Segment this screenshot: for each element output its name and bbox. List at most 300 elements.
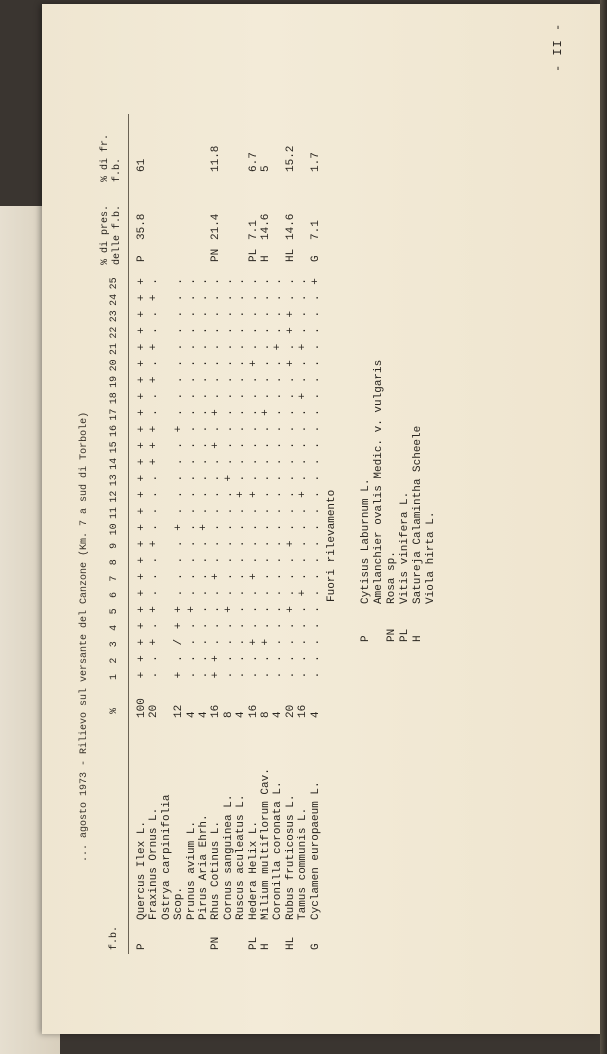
absence-mark: . bbox=[247, 442, 260, 449]
absence-mark: . bbox=[173, 491, 186, 498]
column-number: 14 bbox=[109, 457, 120, 470]
percent-value: 20 bbox=[284, 704, 297, 718]
presence-mark: + bbox=[136, 622, 148, 630]
outside-species: Vitis vinifera L. bbox=[399, 491, 411, 604]
absence-mark: . bbox=[235, 343, 248, 351]
absence-mark: . bbox=[235, 392, 248, 400]
absence-mark: . bbox=[297, 409, 310, 416]
absence-mark: . bbox=[222, 425, 235, 433]
absence-mark: . bbox=[173, 474, 186, 482]
absence-mark: . bbox=[185, 671, 198, 679]
presence-mark: + bbox=[136, 655, 148, 662]
absence-mark: . bbox=[148, 327, 161, 334]
absence-mark: . bbox=[198, 442, 210, 449]
absence-mark: . bbox=[309, 524, 322, 531]
life-form: H bbox=[260, 943, 272, 950]
absence-mark: . bbox=[297, 606, 310, 613]
absence-mark: . bbox=[260, 573, 272, 580]
presence-percent: 7.1 bbox=[309, 220, 322, 240]
absence-mark: . bbox=[272, 409, 285, 416]
group-code: HL bbox=[284, 248, 297, 262]
absence-mark: . bbox=[210, 474, 223, 482]
absence-mark: . bbox=[297, 540, 310, 548]
frequency-percent: 15.2 bbox=[284, 145, 297, 172]
absence-mark: . bbox=[210, 343, 223, 351]
percent-value: 4 bbox=[235, 711, 248, 718]
absence-mark: . bbox=[260, 606, 272, 613]
absence-mark: . bbox=[185, 491, 198, 498]
absence-mark: . bbox=[272, 589, 285, 597]
absence-mark: . bbox=[235, 360, 248, 367]
absence-mark: . bbox=[272, 327, 285, 334]
absence-mark: . bbox=[173, 458, 186, 466]
column-number: 9 bbox=[109, 542, 120, 549]
absence-mark: . bbox=[260, 458, 272, 466]
absence-mark: . bbox=[272, 655, 285, 662]
absence-mark: . bbox=[247, 327, 260, 334]
frequency-percent: 11.8 bbox=[210, 145, 223, 172]
absence-mark: . bbox=[222, 556, 235, 564]
absence-mark: . bbox=[260, 671, 272, 679]
percent-value: 4 bbox=[198, 711, 210, 718]
absence-mark: . bbox=[297, 310, 310, 318]
column-number: 11 bbox=[109, 507, 120, 520]
absence-mark: . bbox=[235, 507, 248, 515]
absence-mark: . bbox=[222, 540, 235, 548]
presence-mark: + bbox=[284, 606, 297, 613]
absence-mark: . bbox=[272, 556, 285, 564]
absence-mark: . bbox=[173, 343, 186, 351]
presence-percent: 14.6 bbox=[284, 213, 297, 240]
presence-mark: + bbox=[136, 638, 148, 646]
presence-mark: + bbox=[247, 573, 260, 580]
absence-mark: . bbox=[284, 491, 297, 498]
absence-mark: . bbox=[309, 589, 322, 597]
presence-mark: + bbox=[297, 589, 310, 597]
absence-mark: . bbox=[260, 442, 272, 449]
absence-mark: . bbox=[272, 278, 285, 285]
column-number: 6 bbox=[109, 592, 120, 599]
life-form: HL bbox=[284, 936, 297, 950]
absence-mark: . bbox=[297, 524, 310, 531]
presence-mark: + bbox=[148, 343, 161, 351]
percent-value: 4 bbox=[309, 711, 322, 718]
presence-mark: + bbox=[148, 425, 161, 433]
species-name: Rhus Cotinus L. bbox=[210, 820, 223, 920]
absence-mark: . bbox=[222, 491, 235, 498]
absence-mark: . bbox=[247, 458, 260, 466]
absence-mark: . bbox=[309, 573, 322, 580]
presence-mark: + bbox=[136, 474, 148, 482]
absence-mark: . bbox=[222, 343, 235, 351]
absence-mark: . bbox=[297, 622, 310, 630]
absence-mark: . bbox=[235, 622, 248, 630]
absence-mark: . bbox=[272, 540, 285, 548]
absence-mark: . bbox=[297, 458, 310, 466]
absence-mark: . bbox=[272, 606, 285, 613]
outside-title: Fuori rilevamento bbox=[326, 489, 338, 602]
presence-mark: + bbox=[210, 442, 223, 449]
absence-mark: . bbox=[309, 409, 322, 416]
absence-mark: . bbox=[173, 556, 186, 564]
absence-mark: . bbox=[148, 278, 161, 285]
absence-mark: . bbox=[235, 458, 248, 466]
absence-mark: . bbox=[284, 655, 297, 662]
presence-mark: + bbox=[210, 671, 223, 679]
absence-mark: . bbox=[247, 310, 260, 318]
presence-mark: + bbox=[260, 409, 272, 416]
absence-mark: . bbox=[235, 524, 248, 531]
absence-mark: . bbox=[222, 573, 235, 580]
presence-mark: + bbox=[136, 360, 148, 367]
species-name: Ruscus aculeatus L. bbox=[235, 794, 248, 920]
absence-mark: . bbox=[260, 343, 272, 351]
absence-mark: . bbox=[148, 409, 161, 416]
column-number: 25 bbox=[109, 277, 120, 290]
percent-value: 16 bbox=[210, 704, 223, 718]
absence-mark: . bbox=[260, 294, 272, 302]
absence-mark: . bbox=[284, 524, 297, 531]
presence-mark: + bbox=[297, 491, 310, 498]
outside-life-form: PN bbox=[386, 628, 398, 642]
absence-mark: . bbox=[235, 606, 248, 613]
absence-mark: . bbox=[210, 524, 223, 531]
frequency-percent: 1.7 bbox=[309, 152, 322, 172]
outside-life-form: P bbox=[360, 635, 372, 642]
presence-mark: + bbox=[198, 524, 210, 531]
absence-mark: . bbox=[210, 310, 223, 318]
absence-mark: . bbox=[260, 622, 272, 630]
absence-mark: . bbox=[210, 392, 223, 400]
presence-mark: + bbox=[210, 573, 223, 580]
absence-mark: . bbox=[309, 392, 322, 400]
presence-mark: + bbox=[148, 540, 161, 548]
species-name: Rubus fruticosus L. bbox=[284, 794, 297, 920]
absence-mark: . bbox=[309, 622, 322, 630]
presence-mark: + bbox=[148, 376, 161, 384]
absence-mark: . bbox=[260, 507, 272, 515]
absence-mark: . bbox=[148, 360, 161, 367]
column-number: 18 bbox=[109, 392, 120, 405]
absence-mark: . bbox=[309, 425, 322, 433]
absence-mark: . bbox=[210, 556, 223, 564]
absence-mark: . bbox=[222, 589, 235, 597]
absence-mark: . bbox=[210, 589, 223, 597]
presence-mark: + bbox=[173, 622, 186, 630]
presence-mark: + bbox=[136, 589, 148, 597]
absence-mark: . bbox=[297, 507, 310, 515]
presence-mark: + bbox=[148, 294, 161, 302]
absence-mark: . bbox=[284, 425, 297, 433]
presence-mark: + bbox=[136, 376, 148, 384]
table-title: ... agosto 1973 - Rilievo sul versante del Canzone (Km. 7 a sud di Torbole) bbox=[79, 411, 90, 862]
group-code: G bbox=[309, 255, 322, 262]
absence-mark: . bbox=[247, 524, 260, 531]
absence-mark: . bbox=[198, 638, 210, 646]
column-number: 24 bbox=[109, 293, 120, 306]
absence-mark: . bbox=[173, 376, 186, 384]
absence-mark: . bbox=[284, 343, 297, 351]
column-number: 8 bbox=[109, 559, 120, 566]
absence-mark: . bbox=[185, 278, 198, 285]
header-pct: % bbox=[109, 707, 120, 714]
presence-mark: + bbox=[148, 458, 161, 466]
absence-mark: . bbox=[297, 671, 310, 679]
presence-mark: + bbox=[148, 606, 161, 613]
outside-species: Rosa sp. bbox=[386, 551, 398, 604]
absence-mark: . bbox=[284, 573, 297, 580]
header-rule bbox=[128, 114, 129, 954]
absence-mark: . bbox=[235, 425, 248, 433]
group-code: H bbox=[260, 255, 272, 262]
absence-mark: . bbox=[284, 458, 297, 466]
absence-mark: . bbox=[210, 278, 223, 285]
absence-mark: . bbox=[272, 573, 285, 580]
absence-mark: . bbox=[173, 278, 186, 285]
life-form: PN bbox=[210, 936, 223, 950]
absence-mark: . bbox=[222, 392, 235, 400]
absence-mark: . bbox=[235, 573, 248, 580]
absence-mark: . bbox=[185, 655, 198, 662]
absence-mark: . bbox=[284, 376, 297, 384]
presence-percent: 21.4 bbox=[210, 213, 223, 240]
absence-mark: . bbox=[173, 442, 186, 449]
presence-mark: + bbox=[136, 606, 148, 613]
presence-mark: + bbox=[136, 671, 148, 679]
absence-mark: . bbox=[210, 606, 223, 613]
absence-mark: . bbox=[210, 376, 223, 384]
presence-mark: + bbox=[284, 327, 297, 334]
percent-value: 8 bbox=[222, 711, 235, 718]
absence-mark: . bbox=[198, 671, 210, 679]
absence-mark: . bbox=[284, 556, 297, 564]
column-number: 23 bbox=[109, 310, 120, 323]
absence-mark: . bbox=[173, 409, 186, 416]
absence-mark: . bbox=[185, 573, 198, 580]
life-form: G bbox=[309, 943, 322, 950]
absence-mark: . bbox=[260, 392, 272, 400]
absence-mark: . bbox=[222, 638, 235, 646]
absence-mark: . bbox=[210, 458, 223, 466]
presence-mark: + bbox=[148, 442, 161, 449]
column-number: 17 bbox=[109, 408, 120, 421]
absence-mark: . bbox=[247, 655, 260, 662]
absence-mark: . bbox=[247, 376, 260, 384]
species-name: Prunus avium L. bbox=[185, 820, 198, 920]
absence-mark: . bbox=[185, 442, 198, 449]
column-number: 15 bbox=[109, 441, 120, 454]
absence-mark: . bbox=[222, 442, 235, 449]
absence-mark: . bbox=[185, 376, 198, 384]
presence-mark: + bbox=[222, 606, 235, 613]
absence-mark: . bbox=[247, 556, 260, 564]
absence-mark: . bbox=[272, 671, 285, 679]
presence-percent: 7.1 bbox=[247, 220, 260, 240]
absence-mark: . bbox=[284, 442, 297, 449]
presence-mark: + bbox=[136, 294, 148, 302]
percent-value: 100 bbox=[136, 698, 148, 718]
group-code: PN bbox=[210, 248, 223, 262]
absence-mark: . bbox=[235, 655, 248, 662]
absence-mark: . bbox=[198, 376, 210, 384]
presence-mark: + bbox=[272, 343, 285, 351]
absence-mark: . bbox=[272, 622, 285, 630]
absence-mark: . bbox=[247, 540, 260, 548]
life-form: PL bbox=[247, 936, 260, 950]
presence-percent: 35.8 bbox=[136, 213, 148, 240]
absence-mark: . bbox=[185, 409, 198, 416]
frequency-percent: 61 bbox=[136, 158, 148, 172]
absence-mark: . bbox=[272, 376, 285, 384]
percent-value: 4 bbox=[272, 711, 285, 718]
absence-mark: . bbox=[185, 507, 198, 515]
absence-mark: . bbox=[272, 524, 285, 531]
absence-mark: . bbox=[260, 474, 272, 482]
absence-mark: . bbox=[235, 310, 248, 318]
absence-mark: . bbox=[185, 622, 198, 630]
species-name: Coronilla coronata L. bbox=[272, 781, 285, 920]
absence-mark: . bbox=[309, 327, 322, 334]
species-name: Milium multiflorum Cav. bbox=[260, 768, 272, 920]
presence-mark: + bbox=[247, 360, 260, 367]
absence-mark: . bbox=[260, 327, 272, 334]
presence-mark: + bbox=[284, 360, 297, 367]
absence-mark: . bbox=[198, 425, 210, 433]
absence-mark: . bbox=[235, 540, 248, 548]
presence-mark: + bbox=[136, 491, 148, 498]
absence-mark: . bbox=[173, 540, 186, 548]
absence-mark: . bbox=[222, 278, 235, 285]
absence-mark: . bbox=[222, 310, 235, 318]
absence-mark: . bbox=[198, 540, 210, 548]
absence-mark: . bbox=[247, 474, 260, 482]
absence-mark: . bbox=[198, 458, 210, 466]
species-name: Scop. bbox=[173, 886, 186, 920]
absence-mark: . bbox=[284, 589, 297, 597]
column-number: 21 bbox=[109, 343, 120, 356]
absence-mark: . bbox=[185, 343, 198, 351]
species-name: Fraxinus Ornus L. bbox=[148, 807, 161, 920]
presence-mark: + bbox=[210, 409, 223, 416]
presence-mark: + bbox=[173, 671, 186, 679]
absence-mark: . bbox=[284, 294, 297, 302]
absence-mark: / bbox=[173, 638, 186, 646]
absence-mark: . bbox=[272, 392, 285, 400]
absence-mark: . bbox=[173, 507, 186, 515]
presence-mark: + bbox=[136, 507, 148, 515]
absence-mark: . bbox=[198, 278, 210, 285]
absence-mark: . bbox=[297, 573, 310, 580]
absence-mark: . bbox=[198, 327, 210, 334]
rotated-table-sheet bbox=[70, 0, 570, 962]
absence-mark: . bbox=[247, 278, 260, 285]
absence-mark: . bbox=[309, 458, 322, 466]
absence-mark: . bbox=[210, 540, 223, 548]
absence-mark: . bbox=[198, 474, 210, 482]
frequency-percent: 5 bbox=[260, 165, 272, 172]
absence-mark: . bbox=[247, 622, 260, 630]
presence-mark: + bbox=[136, 310, 148, 318]
absence-mark: . bbox=[173, 360, 186, 367]
header-fb: f.b. bbox=[109, 925, 120, 950]
presence-mark: + bbox=[284, 540, 297, 548]
species-name: Hedera Helix L. bbox=[247, 820, 260, 920]
species-name: Ostrya carpinifolia bbox=[160, 794, 173, 920]
presence-mark: + bbox=[297, 343, 310, 351]
absence-mark: . bbox=[272, 442, 285, 449]
outside-species: Cytisus Laburnum L. bbox=[360, 478, 372, 604]
absence-mark: . bbox=[260, 655, 272, 662]
absence-mark: . bbox=[210, 622, 223, 630]
absence-mark: . bbox=[185, 556, 198, 564]
species-name: Pirus Aria Ehrh. bbox=[198, 814, 210, 920]
absence-mark: . bbox=[222, 671, 235, 679]
absence-mark: . bbox=[235, 589, 248, 597]
absence-mark: . bbox=[222, 524, 235, 531]
header-frequency: % di fr. f.b. bbox=[100, 133, 123, 182]
absence-mark: . bbox=[272, 294, 285, 302]
absence-mark: . bbox=[235, 409, 248, 416]
absence-mark: . bbox=[185, 589, 198, 597]
column-number: 10 bbox=[109, 523, 120, 536]
presence-mark: + bbox=[185, 606, 198, 613]
absence-mark: . bbox=[260, 524, 272, 531]
page-number: - II - bbox=[551, 22, 565, 72]
absence-mark: . bbox=[173, 327, 186, 334]
absence-mark: . bbox=[148, 622, 161, 630]
absence-mark: . bbox=[272, 507, 285, 515]
absence-mark: . bbox=[235, 294, 248, 302]
absence-mark: . bbox=[148, 524, 161, 531]
absence-mark: . bbox=[198, 556, 210, 564]
absence-mark: . bbox=[247, 606, 260, 613]
absence-mark: . bbox=[272, 310, 285, 318]
absence-mark: . bbox=[309, 343, 322, 351]
absence-mark: . bbox=[247, 507, 260, 515]
absence-mark: . bbox=[309, 540, 322, 548]
absence-mark: . bbox=[222, 294, 235, 302]
absence-mark: . bbox=[198, 655, 210, 662]
absence-mark: . bbox=[272, 474, 285, 482]
absence-mark: . bbox=[297, 638, 310, 646]
presence-mark: + bbox=[136, 540, 148, 548]
absence-mark: . bbox=[309, 442, 322, 449]
absence-mark: . bbox=[148, 474, 161, 482]
column-number: 2 bbox=[109, 657, 120, 664]
absence-mark: . bbox=[235, 638, 248, 646]
absence-mark: . bbox=[235, 327, 248, 334]
absence-mark: . bbox=[185, 425, 198, 433]
absence-mark: . bbox=[297, 556, 310, 564]
presence-mark: + bbox=[173, 425, 186, 433]
absence-mark: . bbox=[185, 638, 198, 646]
presence-mark: + bbox=[136, 556, 148, 564]
absence-mark: . bbox=[247, 392, 260, 400]
absence-mark: . bbox=[272, 458, 285, 466]
absence-mark: . bbox=[235, 556, 248, 564]
absence-mark: . bbox=[235, 474, 248, 482]
absence-mark: . bbox=[198, 409, 210, 416]
presence-percent: 14.6 bbox=[260, 213, 272, 240]
group-code: P bbox=[136, 255, 148, 262]
absence-mark: . bbox=[222, 376, 235, 384]
absence-mark: . bbox=[210, 491, 223, 498]
presence-mark: + bbox=[260, 638, 272, 646]
absence-mark: . bbox=[173, 310, 186, 318]
absence-mark: . bbox=[185, 524, 198, 531]
absence-mark: . bbox=[309, 606, 322, 613]
absence-mark: . bbox=[148, 392, 161, 400]
